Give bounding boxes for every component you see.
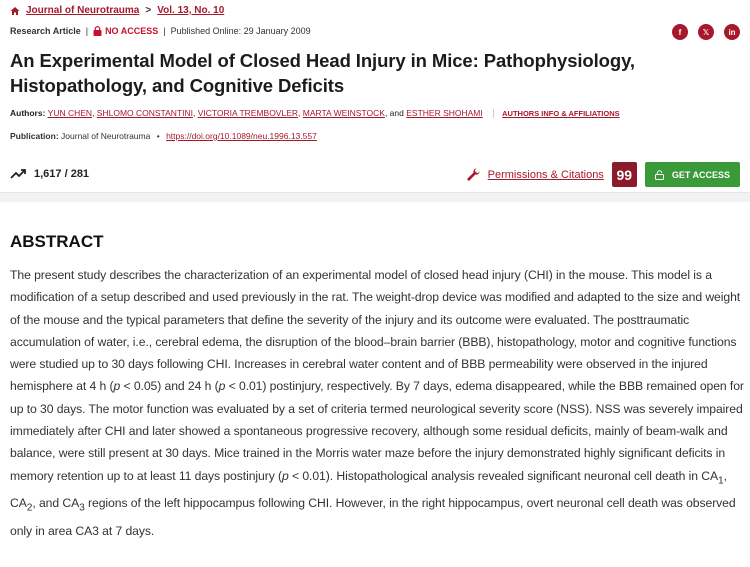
section-divider (0, 192, 750, 202)
facebook-icon[interactable]: f (672, 24, 688, 40)
meta-divider: | (85, 26, 89, 36)
affiliations-link[interactable]: AUTHORS INFO & AFFILIATIONS (493, 109, 620, 118)
breadcrumb-volume-link[interactable]: Vol. 13, No. 10 (157, 5, 225, 16)
breadcrumb-separator: > (145, 5, 152, 16)
author-link[interactable]: ESTHER SHOHAMI (406, 108, 483, 118)
author-link[interactable]: YUN CHEN (47, 108, 93, 118)
home-icon[interactable] (10, 6, 20, 16)
get-access-button[interactable] (645, 162, 740, 187)
bullet: • (156, 131, 160, 141)
wrench-icon (467, 168, 480, 181)
authors-line: Authors: YUN CHEN, SHLOMO CONSTANTINI, VICTORIA TREMBOVLER, MARTA WEINSTOCK, and ESTHER SHOHAMI AUTHORS INFO & AFFILIATIONS (10, 108, 620, 118)
published-date: Published Online: 29 January 2009 (170, 26, 311, 36)
get-access-label: GET ACCESS (671, 169, 730, 180)
author-link[interactable]: VICTORIA TREMBOVLER (197, 108, 299, 118)
cite-button[interactable]: 99 (612, 162, 637, 187)
abstract-heading: ABSTRACT (10, 232, 104, 251)
article-type: Research Article (10, 26, 81, 36)
metrics[interactable] (10, 168, 89, 180)
publication-journal: Journal of Neurotrauma (61, 131, 151, 141)
author-link[interactable]: SHLOMO CONSTANTINI (96, 108, 193, 118)
trend-up-icon (10, 168, 28, 180)
meta-divider: | (163, 26, 166, 36)
author-link[interactable]: MARTA WEINSTOCK (302, 108, 385, 118)
publication-label: Publication: (10, 131, 59, 141)
metrics-value: 1,617 / 281 (34, 168, 90, 180)
access-badge (93, 26, 158, 36)
unlock-icon (655, 170, 664, 180)
breadcrumb-journal-link[interactable]: Journal of Neurotrauma (26, 5, 140, 16)
linkedin-icon[interactable]: in (724, 24, 740, 40)
lock-icon (93, 26, 102, 36)
authors-and: and (389, 108, 404, 118)
abstract-text: The present study describes the characterization of an experimental model of closed head injury (CHI) in the mouse. This model is a modification of a setup described and used previously in the rat. The weight-drop device was modified and adapted to the size and weight of the mouse and the typical parameters that define the severity of the injury and its outcome were evaluated. The posttraumatic accumulation of water, i.e., cerebral edema, the disruption of the blood–brain barrier (BBB), histopathology, motor and cognitive functions were studied up to 30 days following CHI. Increases in cerebral water content and of BBB permeability were observed in the injured hemisphere at 4 h (p < 0.05) and 24 h (p < 0.01) postinjury, respectively. By 7 days, edema disappeared, while the BBB remained open for up to 30 days. The motor function was evaluated by a set of criteria termed neurological severity score (NSS). NSS was severely impaired immediately after CHI and later showed a spontaneous progressive recovery, although some residual deficits, mainly of beam-walk and balance, were still present at 30 days. Mice trained in the Morris water maze before the injury demonstrated highly significant deficits in memory retention up to at least 11 days postinjury (p < 0.01). Histopathological analysis revealed significant neuronal cell death in $CA_1$, $CA_2$, and $CA_3$ regions of the left hippocampus following CHI. However, in the right hippocampus, overt neuronal cell death was observed only in area CA3 at 7 days. (10, 268, 744, 539)
doi-link[interactable]: https://doi.org/10.1089/neu.1996.13.557 (166, 131, 317, 141)
social-share (672, 24, 740, 40)
publication-line (10, 131, 317, 141)
permissions-citations-link[interactable] (467, 168, 604, 181)
authors-label: Authors: (10, 108, 46, 118)
x-icon[interactable]: 𝕏 (698, 24, 714, 40)
access-label: NO ACCESS (105, 26, 159, 36)
article-actions (467, 162, 740, 187)
breadcrumb (10, 5, 224, 16)
article-title: An Experimental Model of Closed Head Injury in Mice: Pathophysiology, Histopathology, and Cognitive Deficits (10, 50, 635, 96)
permissions-label: Permissions & Citations (487, 168, 604, 181)
article-meta (10, 26, 311, 36)
